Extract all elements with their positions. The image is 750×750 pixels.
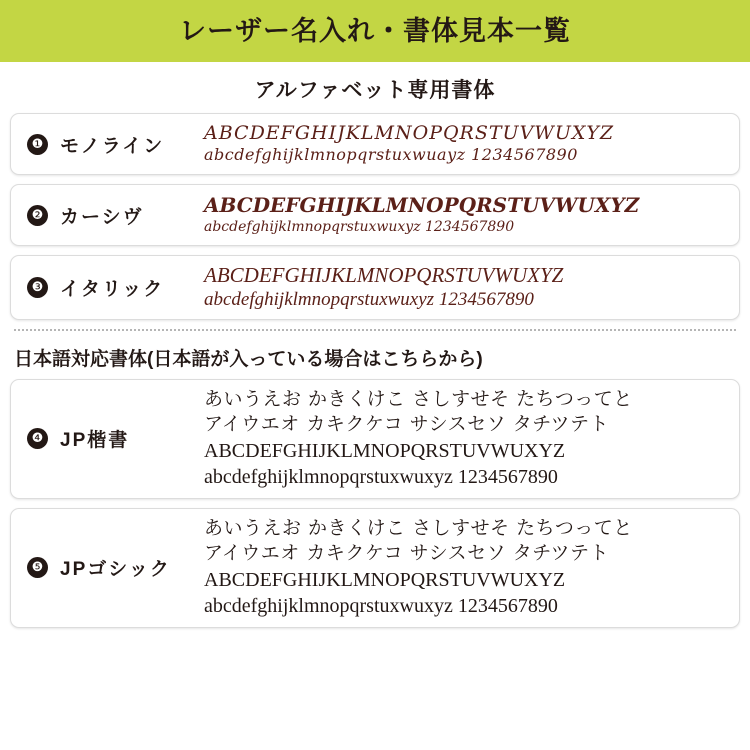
sample-katakana: アイウエオ カキクケコ サシスセソ タチツテト: [204, 542, 610, 565]
sample-katakana: アイウエオ カキクケコ サシスセソ タチツテト: [204, 413, 610, 436]
font-list-japanese: [0, 379, 750, 628]
sample-uppercase: ABCDEFGHIJKLMNOPQRSTUVWUXYZ: [204, 439, 566, 462]
font-label-italic: [19, 274, 204, 301]
font-sample-monoline: [204, 122, 731, 167]
page-title: レーザー名入れ・書体見本一覧: [179, 15, 571, 46]
font-label-jp-gothic: [19, 554, 204, 581]
sample-lowercase-digits: abcdefghijklmnopqrstuxwuayz 1234567890: [204, 145, 578, 165]
font-row-jp-gothic[interactable]: [10, 508, 740, 628]
font-label-cursive: [19, 202, 204, 229]
font-name-jp-gothic: JPゴシック: [60, 559, 171, 581]
font-name-monoline: モノライン: [60, 135, 165, 157]
sample-uppercase: ABCDEFGHIJKLMNOPQRSTUVWUXYZ: [204, 263, 564, 287]
sample-lowercase-digits: abcdefghijklmnopqrstuxwuxyz 1234567890: [204, 466, 558, 489]
section-title-japanese: 日本語対応書体(日本語が入っている場合はこちらから): [14, 348, 483, 370]
sample-lowercase-digits: abcdefghijklmnopqrstuxwuxyz 1234567890: [204, 289, 534, 311]
font-name-jp-kaisho: JP楷書: [60, 430, 130, 452]
font-list-alphabet: [0, 113, 750, 320]
font-row-jp-kaisho[interactable]: [10, 379, 740, 499]
sample-uppercase: ABCDEFGHIJKLMNOPQRSTUVWUXYZ: [204, 568, 566, 591]
sample-hiragana: あいうえお かきくけこ さしすせそ たちつってと: [204, 517, 633, 540]
font-label-jp-kaisho: [19, 425, 204, 452]
sample-lowercase-digits: abcdefghijklmnopqrstuxwuxyz 1234567890: [204, 219, 515, 236]
sample-lowercase-digits: abcdefghijklmnopqrstuxwuxyz 1234567890: [204, 595, 558, 618]
header-banner: [0, 0, 750, 62]
section-title-alphabet: アルファベット専用書体: [254, 79, 496, 102]
number-badge-5: ❺: [27, 557, 48, 578]
font-sample-italic: [204, 262, 731, 313]
number-badge-4: ❹: [27, 428, 48, 449]
font-sample-cursive: [204, 193, 731, 236]
font-row-italic[interactable]: [10, 255, 740, 320]
font-label-monoline: [19, 131, 204, 158]
sample-uppercase: ABCDEFGHIJKLMNOPQRSTUVWUXYZ: [204, 121, 615, 144]
font-sample-jp-gothic: [204, 516, 731, 620]
sample-uppercase: ABCDEFGHIJKLMNOPQRSTUVWUXYZ: [204, 193, 640, 218]
font-name-cursive: カーシヴ: [60, 206, 144, 228]
sample-hiragana: あいうえお かきくけこ さしすせそ たちつってと: [204, 388, 633, 411]
font-row-cursive[interactable]: [10, 184, 740, 246]
font-name-italic: イタリック: [60, 278, 165, 300]
font-row-monoline[interactable]: [10, 113, 740, 175]
number-badge-3: ❸: [27, 277, 48, 298]
number-badge-1: ❶: [27, 134, 48, 155]
font-sample-jp-kaisho: [204, 387, 731, 491]
section-divider: [14, 329, 736, 331]
number-badge-2: ❷: [27, 205, 48, 226]
